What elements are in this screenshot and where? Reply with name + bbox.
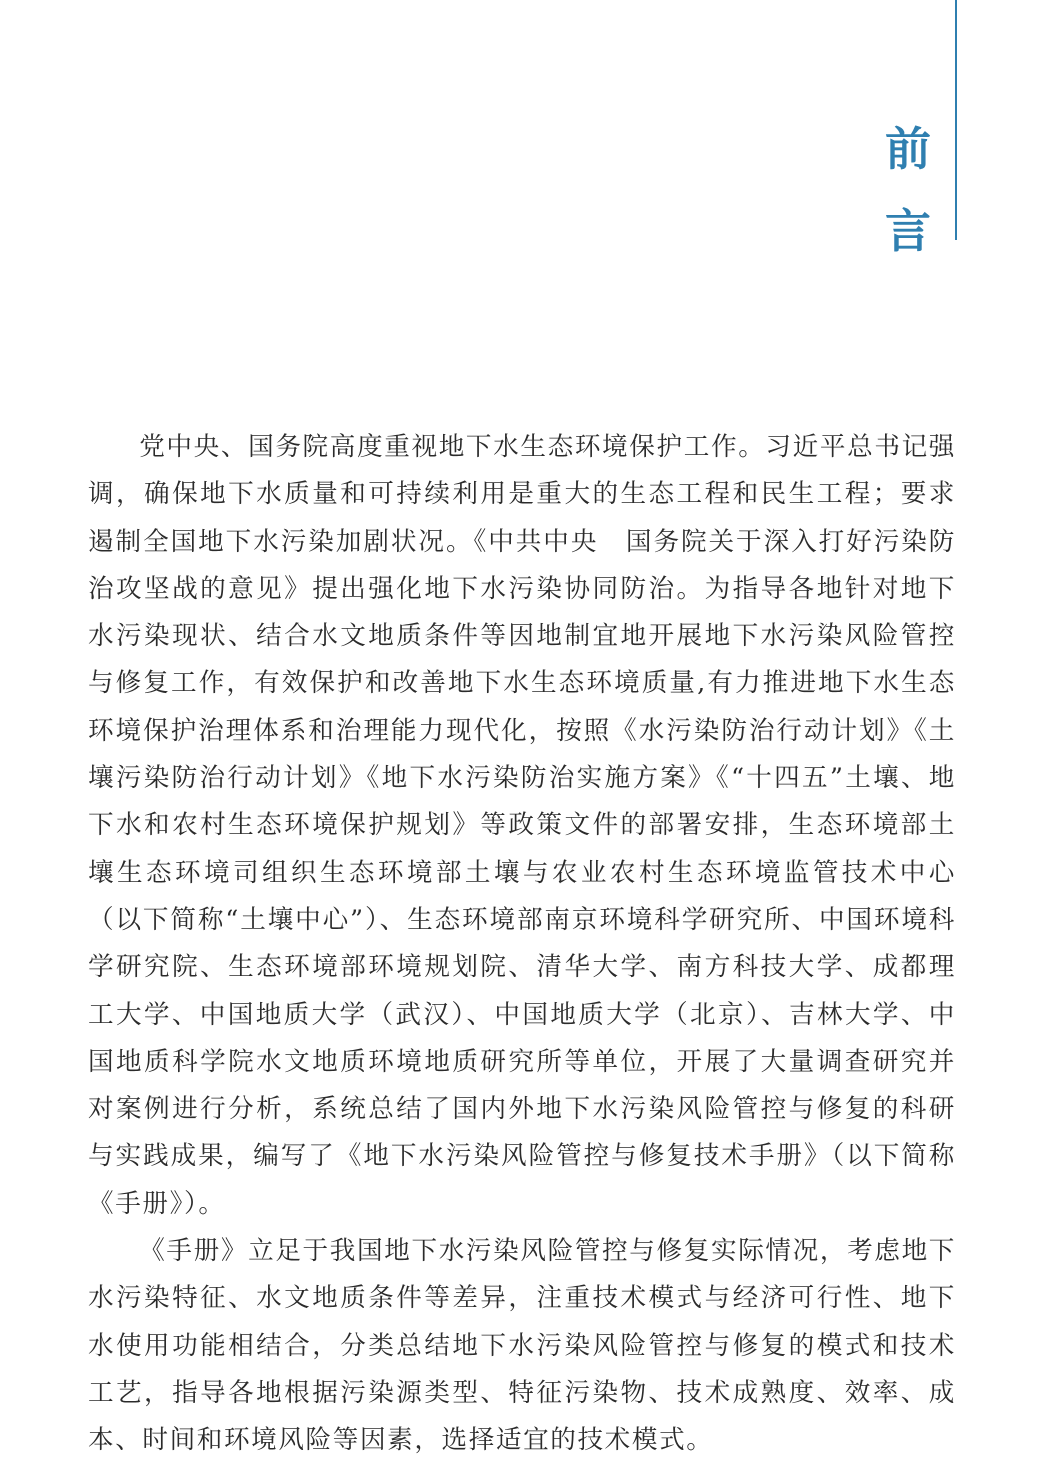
- paragraph: 《手册》立足于我国地下水污染风险管控与修复实际情况，考虑地下水污染特征、水文地质条件等差异，注重技术模式与经济可行性、地下水使用功能相结合，分类总结地下水污染风险管控与修复的模式和技术工艺，指导各地根据污染源类型、特征污染物、技术成熟度、效率、成本、时间和环境风险等因素，选择适宜的技术模式。: [88, 1236, 956, 1456]
- page-title: [878, 108, 938, 272]
- preface-body: [88, 424, 956, 1465]
- paragraph: 党中央、国务院高度重视地下水生态环境保护工作。习近平总书记强调，确保地下水质量和可持续利用是重大的生态工程和民生工程；要求遏制全国地下水污染加剧状况。《中共中央 国务院关于深入打好污染防治攻坚战的意见》提出强化地下水污染协同防治。为指导各地针对地下水污染现状、结合水文地质条件等因地制宜地开展地下水污染风险管控与修复工作，有效保护和改善地下水生态环境质量,有力推进地下水生态环境保护治理体系和治理能力现代化，按照《水污染防治行动计划》《土壤污染防治行动计划》《地下水污染防治实施方案》《“十四五”土壤、地下水和农村生态环境保护规划》等政策文件的部署安排，生态环境部土壤生态环境司组织生态环境部土壤与农业农村生态环境监管技术中心（以下简称“土壤中心”）、生态环境部南京环境科学研究所、中国环境科学研究院、生态环境部环境规划院、清华大学、南方科技大学、成都理工大学、中国地质大学（武汉）、中国地质大学（北京）、吉林大学、中国地质科学院水文地质环境地质研究所等单位，开展了大量调查研究并对案例进行分析，系统总结了国内外地下水污染风险管控与修复的科研与实践成果，编写了《地下水污染风险管控与修复技术手册》（以下简称《手册》）。: [88, 432, 956, 1219]
- page-title-char: 言: [885, 204, 931, 258]
- vertical-accent-line: [955, 0, 957, 240]
- page-title-char: 前: [885, 122, 931, 176]
